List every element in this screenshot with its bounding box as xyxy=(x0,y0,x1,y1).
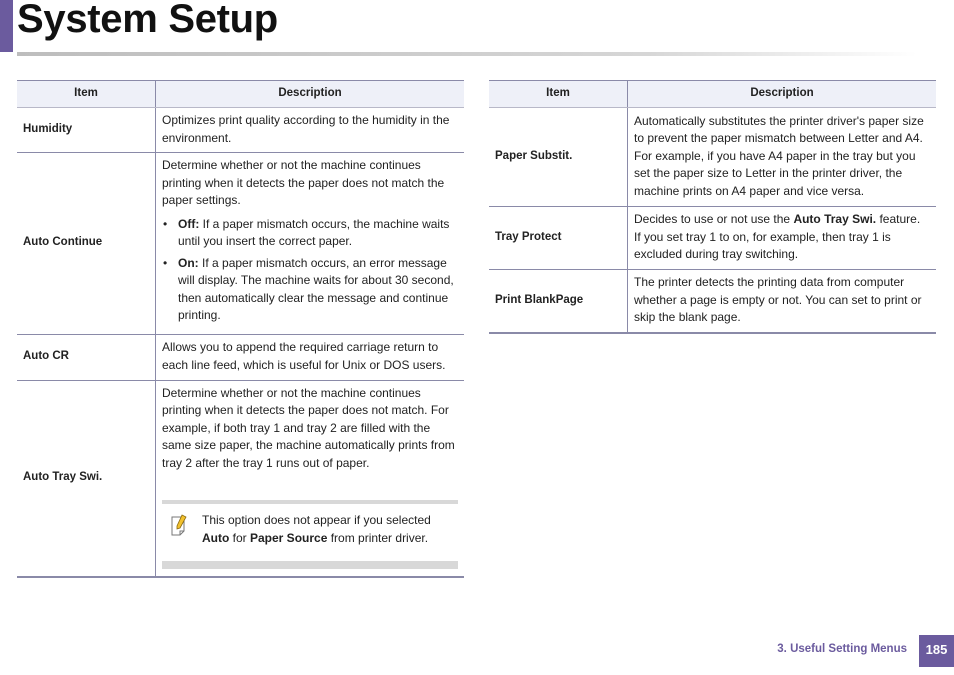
bullet-list xyxy=(162,216,458,325)
table-row xyxy=(489,108,936,207)
header-item: Item xyxy=(489,81,628,108)
table-row xyxy=(489,207,936,270)
table-row xyxy=(17,153,464,335)
table-row xyxy=(17,334,464,380)
bullet-label: Off: xyxy=(178,216,200,231)
note-text-mid: for xyxy=(229,530,250,545)
header-item: Item xyxy=(17,81,156,108)
table-row xyxy=(17,108,464,153)
bullet-off xyxy=(163,216,458,251)
item-auto-continue: Auto Continue xyxy=(17,153,156,335)
header-description: Description xyxy=(628,81,937,108)
bullet-dot-icon: • xyxy=(163,255,168,270)
table-row xyxy=(489,270,936,333)
desc-auto-tray-swi xyxy=(156,380,465,577)
bullet-text: If a paper mismatch occurs, an error message will display. The machine waits for about 30 second, then automatically clear the message and continue printing. xyxy=(178,255,454,322)
item-humidity: Humidity xyxy=(17,108,156,153)
desc-print-blankpage: The printer detects the printing data from computer whether a page is empty or not. You can set to print or skip the blank page. xyxy=(628,270,937,333)
desc-text: Decides to use or not use the xyxy=(634,212,794,227)
item-print-blankpage: Print BlankPage xyxy=(489,270,628,333)
desc-auto-continue xyxy=(156,153,465,335)
item-auto-cr: Auto CR xyxy=(17,334,156,380)
bullet-on xyxy=(163,255,458,325)
desc-humidity: Optimizes print quality according to the humidity in the environment. xyxy=(156,108,465,153)
note-text-post: from printer driver. xyxy=(327,530,429,545)
desc-auto-continue-text: Determine whether or not the machine continues printing when it detects the paper does not match the paper settings. xyxy=(162,158,445,207)
bullet-label: On: xyxy=(178,255,199,270)
bullet-text: If a paper mismatch occurs, the machine waits until you insert the correct paper. xyxy=(178,216,450,248)
page-number: 185 xyxy=(919,635,954,667)
item-auto-tray-swi: Auto Tray Swi. xyxy=(17,380,156,577)
bullet-dot-icon: • xyxy=(163,216,168,231)
desc-auto-tray-swi-text: Determine whether or not the machine continues printing when it detects the paper does not match. For example, if both tray 1 and tray 2 are filled with the same size paper, the machine automatically prints from tray 2 after the tray 1 runs out of paper. xyxy=(162,385,455,470)
table-header-row xyxy=(489,81,936,108)
desc-bold-auto-tray-swi: Auto Tray Swi. xyxy=(793,212,877,227)
note-bold-paper-source: Paper Source xyxy=(250,530,328,545)
settings-table-right xyxy=(489,80,936,334)
title-accent-bar xyxy=(0,0,13,52)
table-header-row xyxy=(17,81,464,108)
title-divider xyxy=(17,52,917,56)
desc-paper-substit: Automatically substitutes the printer driver's paper size to prevent the paper mismatch between Letter and A4. For example, if you have A4 paper in the tray but you set the paper size to Letter in the printer driver, the machine prints on A4 paper and vice versa. xyxy=(628,108,937,207)
item-tray-protect: Tray Protect xyxy=(489,207,628,270)
footer-section-label: 3. Useful Setting Menus xyxy=(777,643,907,655)
desc-tray-protect xyxy=(628,207,937,270)
note-text-pre: This option does not appear if you selected xyxy=(202,513,431,527)
table-row xyxy=(17,380,464,577)
desc-text: feature. If you set tray 1 to on, for example, then tray 1 is excluded during tray switching. xyxy=(634,212,921,262)
item-paper-substit: Paper Substit. xyxy=(489,108,628,207)
page-title: System Setup xyxy=(17,0,278,41)
note-box xyxy=(162,500,458,569)
settings-table-left xyxy=(17,80,464,578)
note-pencil-icon xyxy=(170,514,190,536)
desc-auto-cr: Allows you to append the required carriage return to each line feed, which is useful for Unix or DOS users. xyxy=(156,334,465,380)
note-bold-auto: Auto xyxy=(202,530,230,545)
header-description: Description xyxy=(156,81,465,108)
